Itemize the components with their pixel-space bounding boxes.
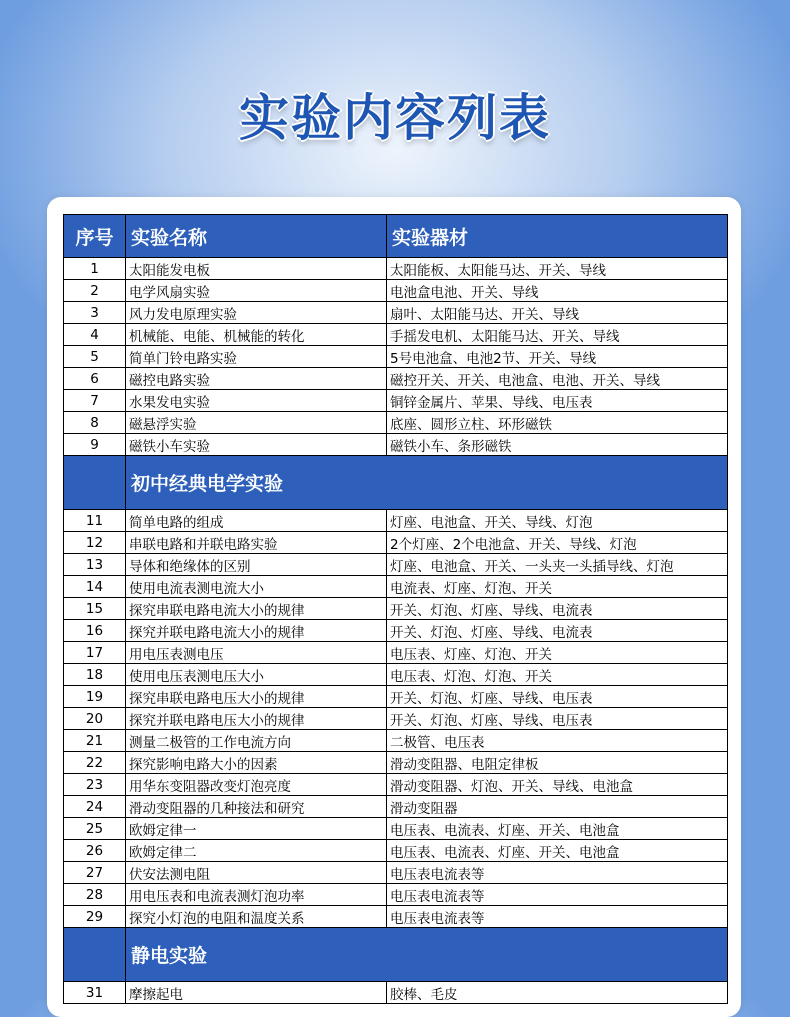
equipment-cell: 铜锌金属片、苹果、导线、电压表: [387, 390, 728, 412]
name-cell: 用华东变阻器改变灯泡亮度: [126, 774, 387, 796]
equipment-cell: 电压表、灯泡、灯泡、开关: [387, 664, 728, 686]
name-cell: 电学风扇实验: [126, 280, 387, 302]
equipment-cell: 胶棒、毛皮: [387, 982, 728, 1004]
name-cell: 摩擦起电: [126, 982, 387, 1004]
table-row: [64, 576, 728, 598]
equipment-cell: 磁铁小车、条形磁铁: [387, 434, 728, 456]
num-cell: 28: [64, 884, 126, 906]
name-cell: 用电压表测电压: [126, 642, 387, 664]
section-row: [64, 928, 728, 982]
num-cell: 21: [64, 730, 126, 752]
equipment-cell: 电压表电流表等: [387, 862, 728, 884]
name-cell: 简单门铃电路实验: [126, 346, 387, 368]
equipment-cell: 2个灯座、2个电池盒、开关、导线、灯泡: [387, 532, 728, 554]
equipment-cell: 滑动变阻器、电阻定律板: [387, 752, 728, 774]
table-row: [64, 642, 728, 664]
num-cell: 3: [64, 302, 126, 324]
equipment-cell: 滑动变阻器: [387, 796, 728, 818]
table-row: [64, 884, 728, 906]
equipment-cell: 滑动变阻器、灯泡、开关、导线、电池盒: [387, 774, 728, 796]
equipment-cell: 磁控开关、开关、电池盒、电池、开关、导线: [387, 368, 728, 390]
header-num: 序号: [64, 215, 126, 258]
table-row: [64, 708, 728, 730]
num-cell: 31: [64, 982, 126, 1004]
num-cell: 29: [64, 906, 126, 928]
name-cell: 探究影响电路大小的因素: [126, 752, 387, 774]
equipment-cell: 电压表、电流表、灯座、开关、电池盒: [387, 818, 728, 840]
table-row: [64, 302, 728, 324]
equipment-cell: 灯座、电池盒、开关、导线、灯泡: [387, 510, 728, 532]
equipment-cell: 开关、灯泡、灯座、导线、电流表: [387, 598, 728, 620]
num-cell: 22: [64, 752, 126, 774]
num-cell: 1: [64, 258, 126, 280]
section-num-cell: [64, 456, 126, 510]
table-body: [64, 258, 728, 1004]
num-cell: 5: [64, 346, 126, 368]
table-row: [64, 982, 728, 1004]
table-row: [64, 840, 728, 862]
name-cell: 太阳能发电板: [126, 258, 387, 280]
name-cell: 简单电路的组成: [126, 510, 387, 532]
num-cell: 18: [64, 664, 126, 686]
section-title: 初中经典电学实验: [126, 456, 728, 510]
table-row: [64, 664, 728, 686]
num-cell: 7: [64, 390, 126, 412]
name-cell: 探究串联电路电压大小的规律: [126, 686, 387, 708]
equipment-cell: 电压表电流表等: [387, 906, 728, 928]
name-cell: 磁悬浮实验: [126, 412, 387, 434]
name-cell: 测量二极管的工作电流方向: [126, 730, 387, 752]
table-row: [64, 324, 728, 346]
num-cell: 20: [64, 708, 126, 730]
table-row: [64, 906, 728, 928]
name-cell: 机械能、电能、机械能的转化: [126, 324, 387, 346]
num-cell: 14: [64, 576, 126, 598]
equipment-cell: 开关、灯泡、灯座、导线、电压表: [387, 708, 728, 730]
num-cell: 17: [64, 642, 126, 664]
name-cell: 滑动变阻器的几种接法和研究: [126, 796, 387, 818]
num-cell: 13: [64, 554, 126, 576]
equipment-cell: 电压表、灯座、灯泡、开关: [387, 642, 728, 664]
table-row: [64, 346, 728, 368]
table-row: [64, 390, 728, 412]
num-cell: 6: [64, 368, 126, 390]
name-cell: 用电压表和电流表测灯泡功率: [126, 884, 387, 906]
num-cell: 23: [64, 774, 126, 796]
equipment-cell: 开关、灯泡、灯座、导线、电压表: [387, 686, 728, 708]
name-cell: 探究并联电路电压大小的规律: [126, 708, 387, 730]
equipment-cell: 电流表、灯座、灯泡、开关: [387, 576, 728, 598]
table-row: [64, 368, 728, 390]
num-cell: 4: [64, 324, 126, 346]
table-header-row: [64, 215, 728, 258]
num-cell: 15: [64, 598, 126, 620]
num-cell: 24: [64, 796, 126, 818]
header-equipment: 实验器材: [387, 215, 728, 258]
table-row: [64, 862, 728, 884]
name-cell: 探究小灯泡的电阻和温度关系: [126, 906, 387, 928]
equipment-cell: 扇叶、太阳能马达、开关、导线: [387, 302, 728, 324]
equipment-cell: 电压表、电流表、灯座、开关、电池盒: [387, 840, 728, 862]
table-row: [64, 752, 728, 774]
equipment-cell: 5号电池盒、电池2节、开关、导线: [387, 346, 728, 368]
equipment-cell: 二极管、电压表: [387, 730, 728, 752]
name-cell: 导体和绝缘体的区别: [126, 554, 387, 576]
name-cell: 探究串联电路电流大小的规律: [126, 598, 387, 620]
table-row: [64, 730, 728, 752]
num-cell: 11: [64, 510, 126, 532]
equipment-cell: 电压表电流表等: [387, 884, 728, 906]
header-name: 实验名称: [126, 215, 387, 258]
table-row: [64, 412, 728, 434]
table-row: [64, 280, 728, 302]
num-cell: 19: [64, 686, 126, 708]
name-cell: 磁控电路实验: [126, 368, 387, 390]
name-cell: 串联电路和并联电路实验: [126, 532, 387, 554]
equipment-cell: 手摇发电机、太阳能马达、开关、导线: [387, 324, 728, 346]
name-cell: 水果发电实验: [126, 390, 387, 412]
num-cell: 2: [64, 280, 126, 302]
name-cell: 欧姆定律二: [126, 840, 387, 862]
page-title: 实验内容列表: [239, 89, 551, 147]
name-cell: 探究并联电路电流大小的规律: [126, 620, 387, 642]
table-row: [64, 818, 728, 840]
equipment-cell: 太阳能板、太阳能马达、开关、导线: [387, 258, 728, 280]
name-cell: 风力发电原理实验: [126, 302, 387, 324]
table-row: [64, 532, 728, 554]
num-cell: 8: [64, 412, 126, 434]
table-row: [64, 554, 728, 576]
equipment-cell: 底座、圆形立柱、环形磁铁: [387, 412, 728, 434]
table-row: [64, 620, 728, 642]
table-row: [64, 510, 728, 532]
name-cell: 欧姆定律一: [126, 818, 387, 840]
num-cell: 9: [64, 434, 126, 456]
equipment-cell: 电池盒电池、开关、导线: [387, 280, 728, 302]
table-row: [64, 686, 728, 708]
experiment-table: [63, 214, 728, 1004]
equipment-cell: 灯座、电池盒、开关、一头夹一头插导线、灯泡: [387, 554, 728, 576]
name-cell: 磁铁小车实验: [126, 434, 387, 456]
table-row: [64, 774, 728, 796]
num-cell: 26: [64, 840, 126, 862]
equipment-cell: 开关、灯泡、灯座、导线、电流表: [387, 620, 728, 642]
name-cell: 使用电流表测电流大小: [126, 576, 387, 598]
section-title: 静电实验: [126, 928, 728, 982]
num-cell: 27: [64, 862, 126, 884]
section-row: [64, 456, 728, 510]
name-cell: 伏安法测电阻: [126, 862, 387, 884]
table-row: [64, 598, 728, 620]
name-cell: 使用电压表测电压大小: [126, 664, 387, 686]
num-cell: 12: [64, 532, 126, 554]
section-num-cell: [64, 928, 126, 982]
table-row: [64, 796, 728, 818]
table-row: [64, 434, 728, 456]
table-row: [64, 258, 728, 280]
num-cell: 16: [64, 620, 126, 642]
num-cell: 25: [64, 818, 126, 840]
